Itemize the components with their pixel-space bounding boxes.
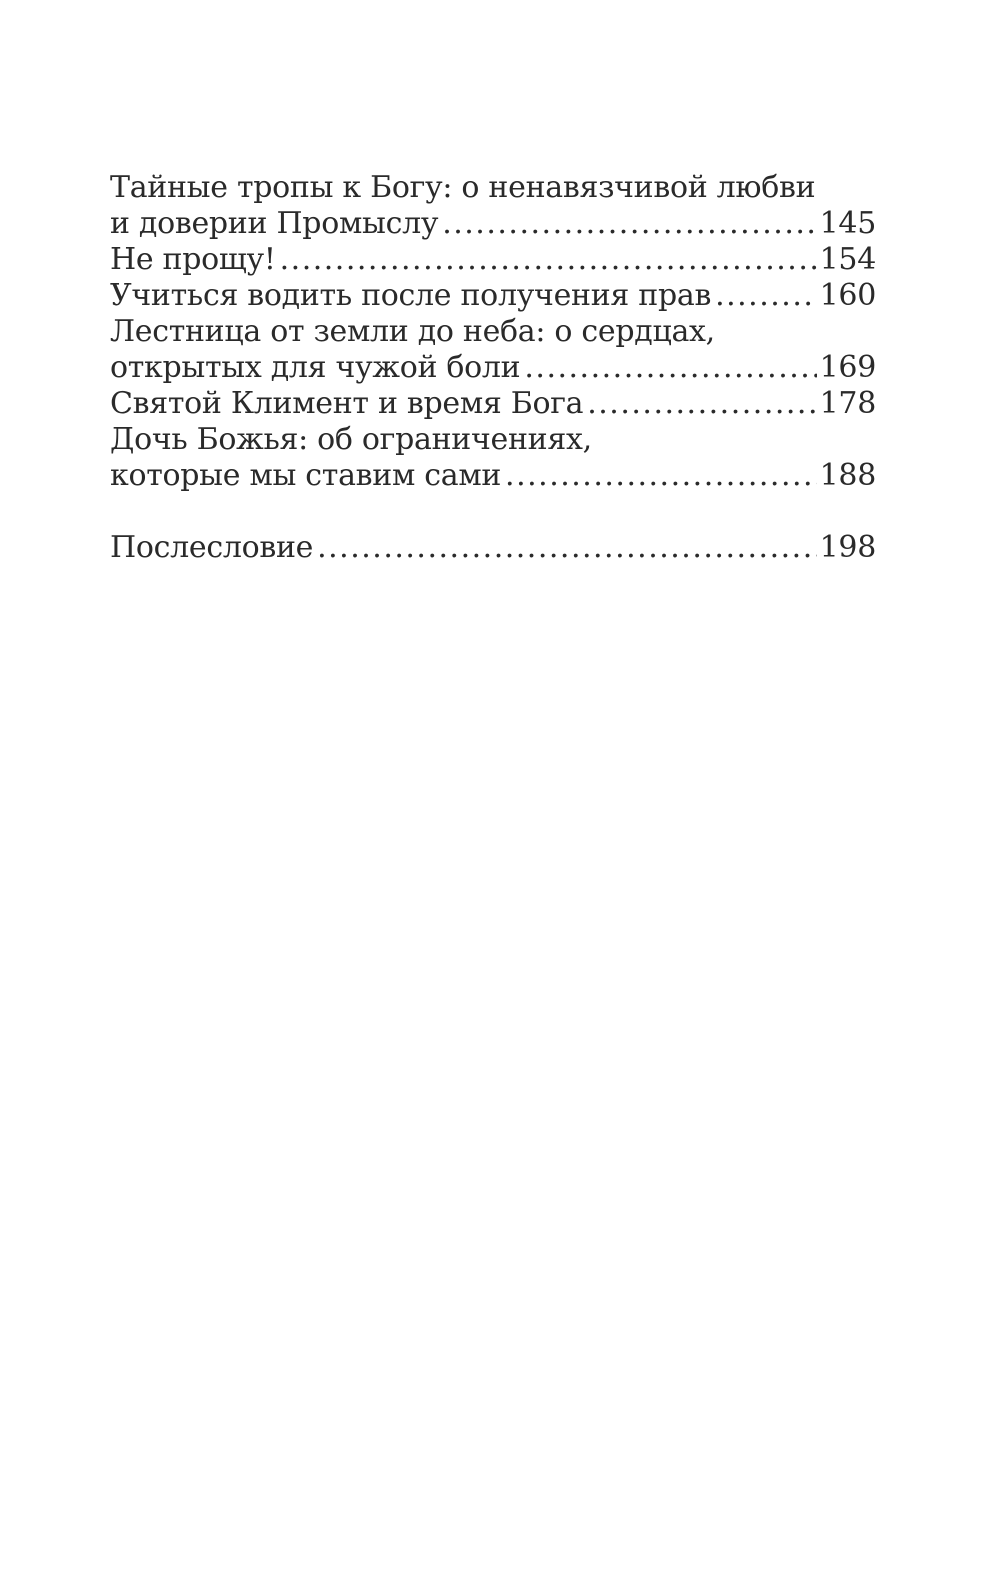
toc-entry-final-line	[110, 530, 876, 566]
toc-entry-title-line: и доверии Промыслу	[110, 206, 439, 241]
toc-entry[interactable]	[110, 422, 876, 494]
toc-entry-final-line	[110, 278, 876, 314]
dot-leader	[317, 530, 817, 566]
toc-entry-final-line	[110, 242, 876, 278]
toc-entry[interactable]	[110, 170, 876, 242]
dot-leader	[280, 242, 817, 278]
toc-entry[interactable]	[110, 314, 876, 386]
toc-page-number: 154	[819, 242, 876, 277]
dot-leader	[505, 458, 817, 494]
toc-entry-title-line: Святой Климент и время Бога	[110, 386, 584, 421]
toc-entry[interactable]	[110, 242, 876, 278]
toc-entry-final-line	[110, 206, 876, 242]
toc-page-number: 178	[819, 386, 876, 421]
toc-page-number: 160	[819, 278, 876, 313]
toc-entry-title-line: Дочь Божья: об ограничениях,	[110, 422, 592, 457]
toc-page-number: 145	[819, 206, 876, 241]
dot-leader	[442, 206, 816, 242]
toc-entry-title-line: Лестница от земли до неба: о сердцах,	[110, 314, 715, 349]
toc-page-number: 188	[819, 458, 876, 493]
section-spacer	[110, 494, 876, 530]
toc-entry-final-line	[110, 458, 876, 494]
table-of-contents	[110, 170, 876, 566]
toc-entry[interactable]	[110, 386, 876, 422]
toc-entry[interactable]	[110, 278, 876, 314]
toc-entry-afterword[interactable]	[110, 530, 876, 566]
dot-leader	[715, 278, 817, 314]
toc-entry-final-line	[110, 386, 876, 422]
toc-entry-title-line: Учиться водить после получения прав	[110, 278, 712, 313]
toc-entry-title-line: открытых для чужой боли	[110, 350, 521, 385]
toc-entry-title-line: которые мы ставим сами	[110, 458, 502, 493]
toc-entry-title-line: Послесловие	[110, 530, 314, 565]
toc-entry-final-line	[110, 350, 876, 386]
toc-entry-title-line: Тайные тропы к Богу: о ненавязчивой любви	[110, 170, 816, 205]
dot-leader	[524, 350, 816, 386]
toc-page-number: 169	[819, 350, 876, 385]
dot-leader	[587, 386, 816, 422]
toc-entry-title-line: Не прощу!	[110, 242, 276, 277]
toc-page-number: 198	[819, 530, 876, 565]
